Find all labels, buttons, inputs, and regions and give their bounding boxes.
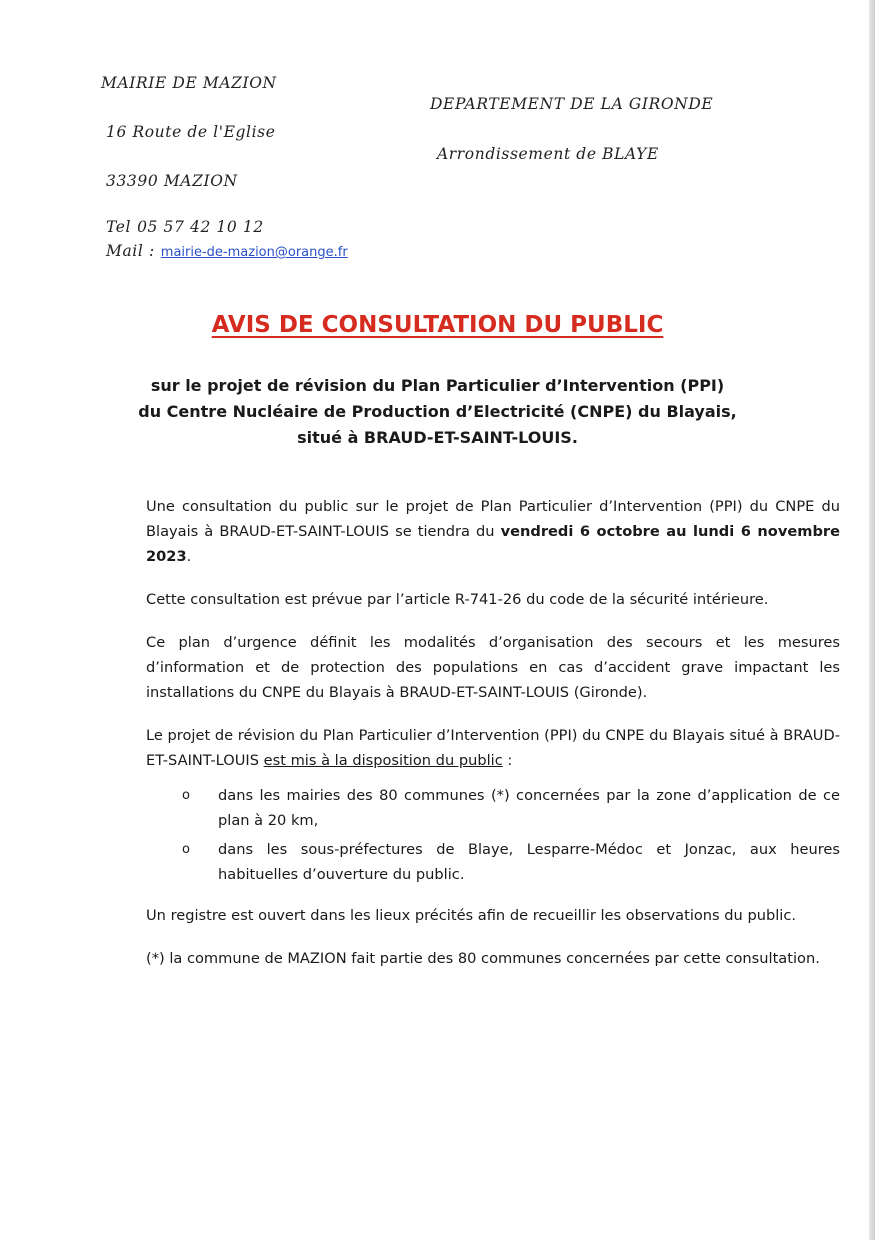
- mairie-name: MAIRIE DE MAZION: [101, 74, 277, 92]
- department-name: DEPARTEMENT DE LA GIRONDE: [430, 95, 714, 113]
- mail-label: Mail :: [106, 242, 155, 260]
- list-item: o dans les mairies des 80 communes (*) concernées par la zone d’application de ce plan à 20 km,: [146, 783, 840, 833]
- notice-body: [146, 494, 840, 989]
- availability-emphasis: est mis à la disposition du public: [263, 752, 503, 769]
- bullet-circle-icon: o: [182, 842, 190, 857]
- mairie-postcode-city: 33390 MAZION: [106, 172, 238, 190]
- mairie-phone: [106, 218, 264, 236]
- phone-label: Tel: [106, 218, 132, 236]
- paragraph-register: Un registre est ouvert dans les lieux précités afin de recueillir les observations du public.: [146, 907, 796, 924]
- notice-subtitle: [60, 373, 815, 451]
- bullet-circle-icon: o: [182, 788, 190, 803]
- subtitle-line: du Centre Nucléaire de Production d’Electricité (CNPE) du Blayais,: [138, 402, 737, 421]
- availability-list: [146, 783, 840, 887]
- mairie-mail: [106, 242, 348, 260]
- mairie-address: 16 Route de l'Eglise: [106, 123, 276, 141]
- arrondissement-name: Arrondissement de BLAYE: [437, 145, 659, 163]
- list-item: o dans les sous-préfectures de Blaye, Lesparre-Médoc et Jonzac, aux heures habituelles d’ouverture du public.: [146, 837, 840, 887]
- paragraph-footnote: (*) la commune de MAZION fait partie des 80 communes concernées par cette consultation.: [146, 950, 820, 967]
- paragraph-availability: Le projet de révision du Plan Particulier d’Intervention (PPI) du CNPE du Blayais situé à BRAUD-ET-SAINT-LOUIS est mis à la disposition du public :: [146, 727, 840, 769]
- page-scan-edge: [869, 0, 875, 1240]
- subtitle-line: situé à BRAUD-ET-SAINT-LOUIS.: [297, 428, 578, 447]
- paragraph-consultation-dates: Une consultation du public sur le projet de Plan Particulier d’Intervention (PPI) du CNPE du Blayais à BRAUD-ET-SAINT-LOUIS se tiendra du vendredi 6 octobre au lundi 6 novembre 2023.: [146, 498, 840, 565]
- notice-title: AVIS DE CONSULTATION DU PUBLIC: [211, 312, 664, 338]
- phone-number: 05 57 42 10 12: [137, 218, 264, 236]
- consultation-dates: vendredi 6 octobre au lundi 6 novembre 2023: [146, 523, 840, 565]
- paragraph-legal-basis: Cette consultation est prévue par l’article R-741-26 du code de la sécurité intérieure.: [146, 591, 769, 608]
- paragraph-plan-description: Ce plan d’urgence définit les modalités d’organisation des secours et les mesures d’information et de protection des populations en cas d’accident grave impactant les installations du CNPE du Blayais à BRAUD-ET-SAINT-LOUIS (Gironde).: [146, 634, 840, 701]
- subtitle-line: sur le projet de révision du Plan Particulier d’Intervention (PPI): [150, 376, 725, 395]
- mail-link[interactable]: mairie-de-mazion@orange.fr: [160, 245, 348, 260]
